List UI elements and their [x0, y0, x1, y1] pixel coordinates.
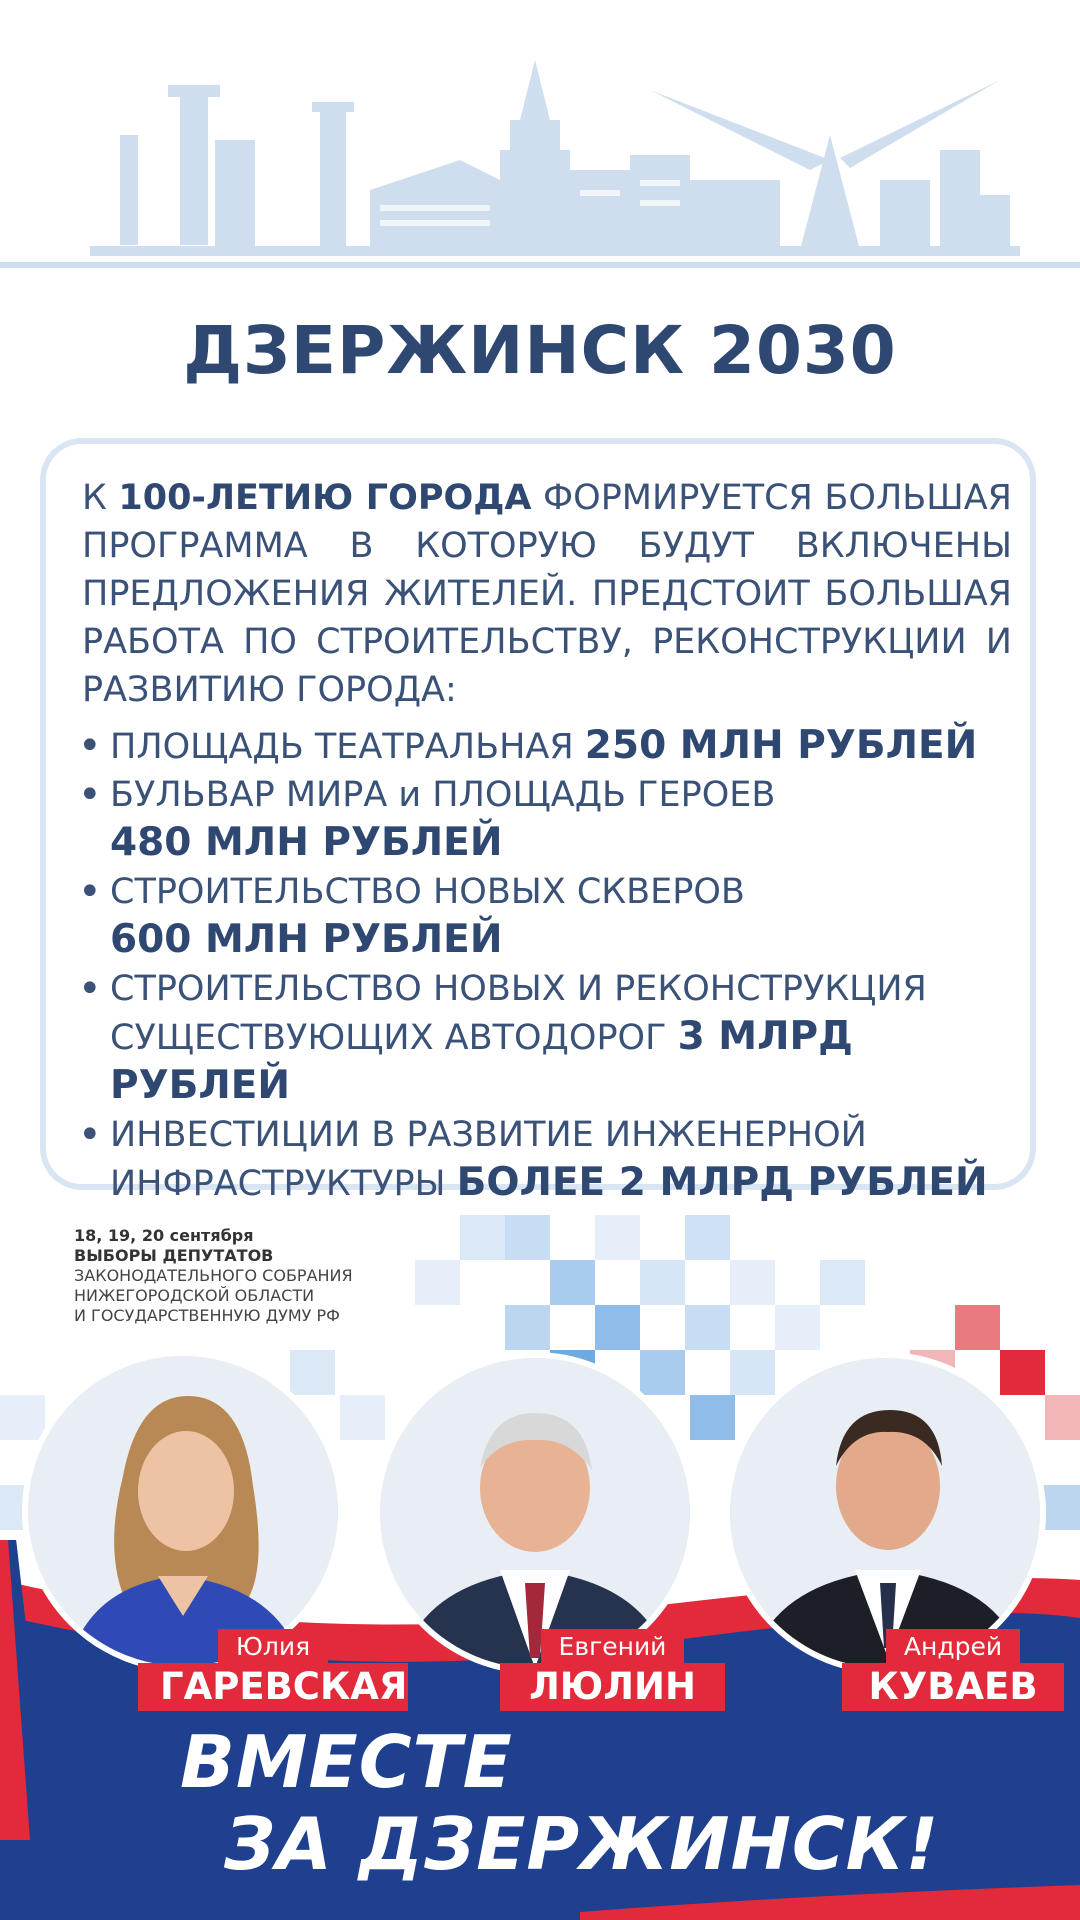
portrait-illustration — [380, 1358, 690, 1668]
intro-highlight: 100-ЛЕТИЮ ГОРОДА — [118, 478, 532, 518]
candidate-card — [724, 1352, 1046, 1674]
list-item: • ИНВЕСТИЦИИ В РАЗВИТИЕ ИНЖЕНЕРНОЙ ИНФРАСТРУКТУРЫ БОЛЕЕ 2 МЛРД РУБЛЕЙ — [78, 1111, 1018, 1208]
slogan-line-2: ЗА ДЗЕРЖИНСК! — [224, 1802, 940, 1886]
candidate-name-tag — [842, 1629, 1064, 1711]
intro-rest: ФОРМИРУЕТСЯ БОЛЬШАЯ ПРОГРАММА В КОТОРУЮ БУДУТ ВКЛЮЧЕНЫ ПРЕДЛОЖЕНИЯ ЖИТЕЛЕЙ. ПРЕДСТОИТ БОЛЬШАЯ РАБОТА ПО СТРОИТЕЛЬСТВУ, РЕКОНСТРУКЦИИ И РАЗВИТИЮ ГОРОДА: — [82, 478, 1012, 710]
amount: 250 МЛН РУБЛЕЙ — [584, 723, 978, 768]
candidate-first-name: Андрей — [886, 1629, 1020, 1663]
candidate-photo — [374, 1352, 696, 1674]
portrait-illustration — [730, 1358, 1040, 1668]
candidate-name-tag — [500, 1629, 725, 1711]
program-list — [78, 722, 1018, 1208]
candidate-last-name: ГАРЕВСКАЯ — [138, 1663, 408, 1711]
program-panel — [40, 438, 1036, 1205]
intro-paragraph — [82, 474, 1012, 714]
city-skyline-illustration — [0, 40, 1080, 290]
election-dates: 18, 19, 20 сентября — [74, 1226, 254, 1245]
candidate-first-name: Евгений — [541, 1629, 685, 1663]
slogan-line-1: ВМЕСТЕ — [180, 1720, 513, 1804]
election-line: И ГОСУДАРСТВЕННУЮ ДУМУ РФ — [74, 1306, 340, 1325]
intro-prefix: К — [82, 478, 119, 518]
candidate-first-name: Юлия — [218, 1629, 328, 1663]
election-line: НИЖЕГОРОДСКОЙ ОБЛАСТИ — [74, 1286, 315, 1305]
amount: 600 МЛН РУБЛЕЙ — [110, 917, 503, 962]
candidate-card — [374, 1352, 696, 1674]
candidate-last-name: КУВАЕВ — [842, 1663, 1064, 1711]
list-item: • БУЛЬВАР МИРА и ПЛОЩАДЬ ГЕРОЕВ 480 МЛН РУБЛЕЙ — [78, 771, 1018, 868]
election-info — [74, 1226, 494, 1326]
list-item: • ПЛОЩАДЬ ТЕАТРАЛЬНАЯ 250 МЛН РУБЛЕЙ — [78, 722, 1018, 771]
page-title: ДЗЕРЖИНСК 2030 — [183, 312, 897, 389]
candidate-name-tag — [138, 1629, 408, 1711]
portrait-illustration — [28, 1356, 338, 1666]
amount: 480 МЛН РУБЛЕЙ — [110, 820, 503, 865]
amount: БОЛЕЕ 2 МЛРД РУБЛЕЙ — [456, 1160, 988, 1205]
candidate-photo — [724, 1352, 1046, 1674]
election-heading: ВЫБОРЫ ДЕПУТАТОВ — [74, 1246, 274, 1265]
list-item: • СТРОИТЕЛЬСТВО НОВЫХ И РЕКОНСТРУКЦИЯ СУЩЕСТВУЮЩИХ АВТОДОРОГ 3 МЛРД РУБЛЕЙ — [78, 965, 1018, 1111]
election-line: ЗАКОНОДАТЕЛЬНОГО СОБРАНИЯ — [74, 1266, 353, 1285]
candidate-photo — [22, 1350, 344, 1672]
amount: 3 МЛРД РУБЛЕЙ — [110, 1014, 853, 1108]
list-item: • СТРОИТЕЛЬСТВО НОВЫХ СКВЕРОВ 600 МЛН РУБЛЕЙ — [78, 868, 1018, 965]
candidate-card — [22, 1350, 344, 1672]
candidate-last-name: ЛЮЛИН — [500, 1663, 725, 1711]
